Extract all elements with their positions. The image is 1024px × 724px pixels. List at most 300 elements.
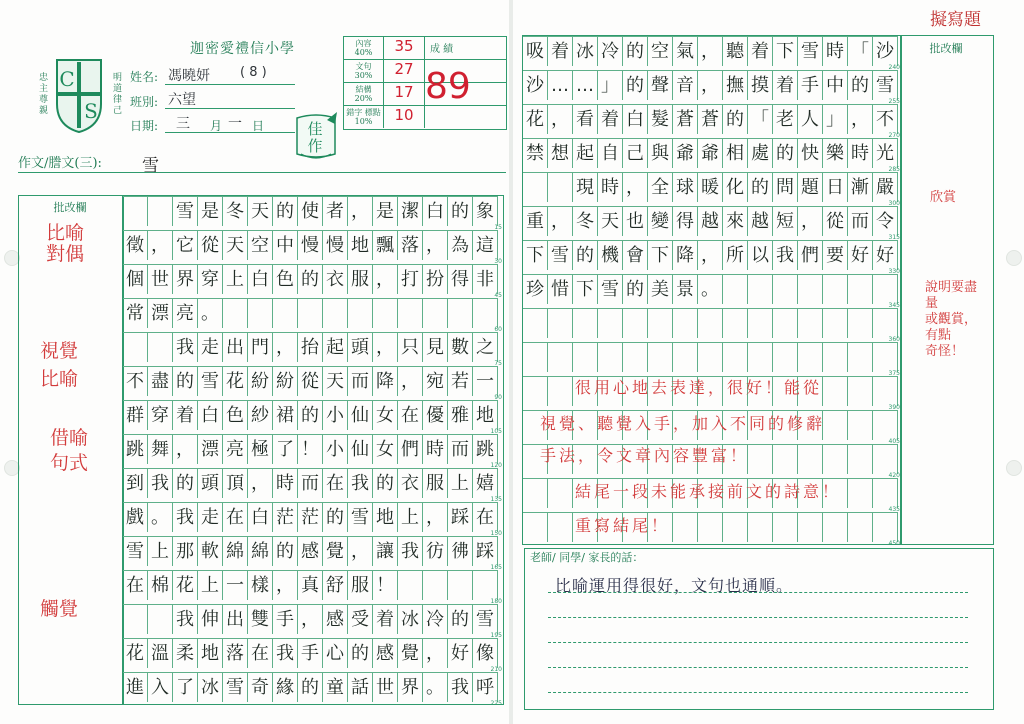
grid-cell: 世 <box>148 264 173 294</box>
grid-count-number: 240 <box>888 64 900 71</box>
grid-cell: 它 <box>173 230 198 260</box>
grid-cell: … <box>548 70 573 100</box>
grid-cell: 手 <box>273 604 298 634</box>
grid-cell: 相 <box>723 138 748 168</box>
grid-cell: 花 <box>173 570 198 600</box>
grid-cell: 我 <box>148 468 173 498</box>
grid-cell: 花 <box>223 366 248 396</box>
grid-cell: 光 <box>873 138 898 168</box>
grid-cell: 童 <box>323 672 348 702</box>
grid-cell: 「 <box>848 36 873 66</box>
margin-note: 或觀賞，有點 <box>925 312 978 343</box>
grid-cell: 感 <box>298 536 323 566</box>
grid-cell: 柔 <box>173 638 198 668</box>
grid-cell: 覺 <box>398 638 423 668</box>
grid-cell: 白 <box>623 104 648 134</box>
grid-row <box>523 274 898 304</box>
grid-cell: 小 <box>323 434 348 464</box>
grid-cell: 仙 <box>348 434 373 464</box>
grid-cell: 我 <box>448 672 473 702</box>
motto-left: 忠主尊親 <box>37 72 47 116</box>
name-underline <box>165 84 295 85</box>
score-row-label: 內容 40% <box>344 37 384 59</box>
grid-cell: 們 <box>798 240 823 270</box>
grid-cell: 着 <box>548 36 573 66</box>
grid-cell <box>798 444 823 474</box>
grid-cell: 紗 <box>248 400 273 430</box>
grid-cell: 越 <box>698 206 723 236</box>
grid-cell: 雪 <box>348 502 373 532</box>
grid-cell <box>573 342 598 372</box>
grid-cell: 己 <box>623 138 648 168</box>
grid-cell: 時 <box>598 172 623 202</box>
grid-cell: 穿 <box>148 400 173 430</box>
grid-cell <box>823 308 848 338</box>
grid-cell: 」 <box>598 70 623 100</box>
right-writing-grid <box>522 35 902 545</box>
grid-cell: 我 <box>773 240 798 270</box>
grid-cell: 踩 <box>448 502 473 532</box>
grid-cell: 要 <box>823 240 848 270</box>
grid-cell: 的 <box>623 274 648 304</box>
grid-cell: 。 <box>423 672 448 702</box>
grid-cell: 而 <box>848 206 873 236</box>
grid-cell: 仙 <box>348 400 373 430</box>
grid-cell: 棉 <box>148 570 173 600</box>
grid-cell: 好 <box>873 240 898 270</box>
grid-cell: 優 <box>423 400 448 430</box>
grid-cell: ！ <box>298 434 323 464</box>
grid-cell <box>848 410 873 440</box>
grid-cell <box>423 298 448 328</box>
grid-cell: 沙 <box>873 36 898 66</box>
grid-cell: 雪 <box>223 672 248 702</box>
score-row-value: 10 <box>384 106 425 128</box>
grid-count-number: 345 <box>888 302 900 309</box>
grid-cell: ， <box>148 230 173 260</box>
grid-cell: ， <box>398 366 423 396</box>
grid-cell: 蒼 <box>698 104 723 134</box>
grid-cell: 會 <box>623 240 648 270</box>
grid-cell: 球 <box>673 172 698 202</box>
grid-cell: 中 <box>823 70 848 100</box>
grid-count-number: 300 <box>888 200 900 207</box>
grid-cell: 的 <box>273 196 298 226</box>
grid-cell: 的 <box>448 604 473 634</box>
grid-row <box>123 400 498 430</box>
grid-count-number: 450 <box>888 540 900 547</box>
grid-count-number: 120 <box>490 462 502 469</box>
grid-cell: 跳 <box>123 434 148 464</box>
grid-cell: 短 <box>773 206 798 236</box>
grid-cell: 着 <box>373 604 398 634</box>
grid-cell: 着 <box>773 70 798 100</box>
score-row-value: 17 <box>384 83 425 105</box>
date-day-label: 日 <box>252 119 265 133</box>
grid-cell: 我 <box>348 468 373 498</box>
grid-cell: ！ <box>373 570 398 600</box>
grid-cell: 來 <box>723 206 748 236</box>
grid-cell: 下 <box>773 36 798 66</box>
grid-cell: 雪 <box>123 536 148 566</box>
grid-cell: 。 <box>698 274 723 304</box>
grid-cell: 的 <box>848 70 873 100</box>
composition-title-label: 作文/謄文(三): <box>18 156 102 171</box>
grid-cell <box>823 444 848 474</box>
grid-cell: 蒼 <box>673 104 698 134</box>
grid-row <box>123 672 498 702</box>
grid-cell: 越 <box>748 206 773 236</box>
grid-cell: 聽 <box>723 36 748 66</box>
grid-count-number: 210 <box>490 666 502 673</box>
grid-cell <box>273 298 298 328</box>
grid-cell <box>748 308 773 338</box>
grid-cell: … <box>573 70 598 100</box>
grid-cell: 色 <box>223 400 248 430</box>
grid-cell: 那 <box>173 536 198 566</box>
grid-row <box>523 308 898 338</box>
grid-cell: 的 <box>173 366 198 396</box>
grid-row <box>123 332 498 362</box>
grid-cell: 雪 <box>598 274 623 304</box>
teacher-red-comment: 很用心地去表達，很好！能從 <box>575 378 823 397</box>
grid-cell: 出 <box>223 604 248 634</box>
grid-row <box>123 230 498 260</box>
grid-row <box>123 434 498 464</box>
grid-cell: 戲 <box>123 502 148 532</box>
grid-cell <box>773 444 798 474</box>
total-score: 89 <box>425 66 471 107</box>
grid-cell: 們 <box>398 434 423 464</box>
grid-cell: 的 <box>348 638 373 668</box>
grid-cell: 的 <box>723 104 748 134</box>
grid-cell: 雪 <box>798 36 823 66</box>
grid-count-number: 225 <box>490 700 502 707</box>
grid-cell: 起 <box>323 332 348 362</box>
grid-cell: 冷 <box>598 36 623 66</box>
grid-cell: 一 <box>473 366 498 396</box>
grid-cell: 雪 <box>173 196 198 226</box>
grid-cell: 彷 <box>423 536 448 566</box>
grid-cell: 的 <box>298 672 323 702</box>
grid-count-number: 285 <box>888 166 900 173</box>
grid-cell: 。 <box>198 298 223 328</box>
grid-count-number: 390 <box>888 404 900 411</box>
grid-cell: 茫 <box>298 502 323 532</box>
date-underline <box>165 132 295 133</box>
grid-cell <box>873 444 898 474</box>
total-score-label: 成 績 <box>430 44 454 55</box>
grid-cell: 上 <box>448 468 473 498</box>
grid-cell: 頂 <box>223 468 248 498</box>
grid-cell <box>748 274 773 304</box>
grid-cell: 慢 <box>298 230 323 260</box>
grid-cell: 的 <box>623 70 648 100</box>
grid-cell: 我 <box>173 332 198 362</box>
grid-cell: 景 <box>673 274 698 304</box>
grid-cell: 穿 <box>198 264 223 294</box>
grid-cell: 門 <box>248 332 273 362</box>
score-row-label: 錯字 標點 10% <box>344 106 384 128</box>
grid-cell: 是 <box>373 196 398 226</box>
grid-cell: 到 <box>123 468 148 498</box>
grid-cell <box>848 342 873 372</box>
grid-cell: 不 <box>873 104 898 134</box>
grid-cell <box>848 444 873 474</box>
name-label: 姓名: <box>130 70 159 84</box>
grid-cell <box>598 308 623 338</box>
grid-cell <box>673 512 698 542</box>
grid-cell: 冷 <box>423 604 448 634</box>
grid-cell <box>773 274 798 304</box>
school-name: 迦密愛禮信小學 <box>190 41 295 57</box>
grid-count-number: 405 <box>888 438 900 445</box>
grid-cell: 處 <box>748 138 773 168</box>
grid-cell <box>698 308 723 338</box>
comment-line <box>548 617 968 618</box>
grid-cell: 自 <box>598 138 623 168</box>
comment-line <box>548 667 968 668</box>
grid-cell: 呼 <box>473 672 498 702</box>
grid-cell: 與 <box>648 138 673 168</box>
grid-cell <box>148 332 173 362</box>
teacher-red-comment: 手法，令文章內容豐富！ <box>540 446 750 465</box>
grid-cell: ， <box>423 638 448 668</box>
grid-cell: ， <box>273 570 298 600</box>
grid-cell: 感 <box>323 604 348 634</box>
grid-cell: 在 <box>248 638 273 668</box>
grid-cell: 慢 <box>323 230 348 260</box>
grid-cell: 從 <box>823 206 848 236</box>
grid-cell: 話 <box>348 672 373 702</box>
grid-cell: 徵 <box>123 230 148 260</box>
score-row-label: 結構 20% <box>344 83 384 105</box>
left-correction-column <box>18 195 124 705</box>
grid-cell <box>373 298 398 328</box>
grid-cell: 變 <box>648 206 673 236</box>
grid-count-number: 165 <box>490 564 502 571</box>
grid-cell: 惜 <box>548 274 573 304</box>
grid-cell: 覺 <box>323 536 348 566</box>
grid-cell: 紛 <box>273 366 298 396</box>
grid-cell: 美 <box>648 274 673 304</box>
grid-cell: 的 <box>298 400 323 430</box>
grid-count-number: 330 <box>888 268 900 275</box>
comment-line <box>548 692 968 693</box>
grid-cell: 老 <box>773 104 798 134</box>
grid-cell <box>223 298 248 328</box>
grid-cell: 個 <box>123 264 148 294</box>
score-row <box>344 37 506 60</box>
class-underline <box>165 108 295 109</box>
margin-note: 比喻 <box>46 222 85 244</box>
grid-cell: 現 <box>573 172 598 202</box>
grid-cell: 像 <box>473 638 498 668</box>
grid-cell <box>823 342 848 372</box>
grid-cell <box>473 298 498 328</box>
name-value: 馮曉妍 <box>168 68 210 84</box>
grid-cell <box>848 376 873 406</box>
grid-cell: 不 <box>123 366 148 396</box>
grid-cell: 緣 <box>273 672 298 702</box>
grid-cell: ， <box>373 332 398 362</box>
grid-cell <box>598 342 623 372</box>
grid-cell: 漂 <box>198 434 223 464</box>
grid-cell: 「 <box>748 104 773 134</box>
grid-cell: 溫 <box>148 638 173 668</box>
grid-cell: 白 <box>248 502 273 532</box>
grid-cell <box>673 342 698 372</box>
grid-cell <box>873 274 898 304</box>
grid-cell: 地 <box>198 638 223 668</box>
grid-cell: 上 <box>148 536 173 566</box>
grid-cell <box>348 298 373 328</box>
teacher-comment: 比喻運用得很好，文句也通順。 <box>555 576 794 595</box>
grid-cell: 這 <box>473 230 498 260</box>
grid-row <box>523 206 898 236</box>
grid-cell: 潔 <box>398 196 423 226</box>
grid-cell: 白 <box>248 264 273 294</box>
grid-cell <box>623 308 648 338</box>
grid-cell <box>123 196 148 226</box>
grid-cell <box>773 342 798 372</box>
grid-cell: ， <box>548 206 573 236</box>
grid-cell <box>873 512 898 542</box>
grid-cell: 題 <box>798 172 823 202</box>
grid-cell: 上 <box>398 502 423 532</box>
grid-cell: 一 <box>223 570 248 600</box>
grid-cell: 的 <box>323 502 348 532</box>
grid-count-number: 105 <box>490 428 502 435</box>
grid-cell: 小 <box>323 400 348 430</box>
grid-cell <box>523 308 548 338</box>
grid-cell: 亮 <box>173 298 198 328</box>
grid-cell: 花 <box>523 104 548 134</box>
grid-cell: 雪 <box>548 240 573 270</box>
grid-cell: ， <box>623 172 648 202</box>
grid-cell <box>148 604 173 634</box>
grid-cell: 而 <box>448 434 473 464</box>
grid-cell: 也 <box>623 206 648 236</box>
grid-cell: 地 <box>348 230 373 260</box>
grid-count-number: 180 <box>490 598 502 605</box>
grid-cell: 所 <box>723 240 748 270</box>
grid-cell <box>723 308 748 338</box>
grid-cell: 冬 <box>573 206 598 236</box>
grid-cell: 手 <box>298 638 323 668</box>
grid-cell: 機 <box>598 240 623 270</box>
grid-cell: 落 <box>223 638 248 668</box>
grid-count-number: 375 <box>888 370 900 377</box>
grid-cell <box>848 512 873 542</box>
grid-cell: 時 <box>423 434 448 464</box>
grid-cell <box>798 308 823 338</box>
grid-cell: 女 <box>373 434 398 464</box>
grid-cell <box>548 172 573 202</box>
grid-cell <box>748 342 773 372</box>
margin-note: 句式 <box>50 452 89 474</box>
title-rule <box>18 172 506 173</box>
grid-cell: 空 <box>648 36 673 66</box>
grid-row <box>123 196 498 226</box>
grid-cell: 冰 <box>198 672 223 702</box>
grid-cell: 以 <box>748 240 773 270</box>
grid-cell: 衣 <box>398 468 423 498</box>
grid-cell <box>823 410 848 440</box>
grid-cell: 飄 <box>373 230 398 260</box>
grid-cell: 奇 <box>248 672 273 702</box>
grid-cell: 撫 <box>723 70 748 100</box>
grid-cell: 音 <box>673 70 698 100</box>
grid-cell: 在 <box>123 570 148 600</box>
grid-cell: 花 <box>123 638 148 668</box>
logo-letter-s: S <box>84 99 98 123</box>
school-logo <box>53 56 105 134</box>
grid-cell <box>523 172 548 202</box>
class-label: 班別: <box>130 95 159 109</box>
grid-cell: 世 <box>373 672 398 702</box>
grid-cell: 盡 <box>148 366 173 396</box>
grid-cell: 雪 <box>873 70 898 100</box>
punch-hole <box>1006 250 1022 266</box>
grid-cell: 只 <box>398 332 423 362</box>
grid-count-number: 255 <box>888 98 900 105</box>
grid-cell <box>398 298 423 328</box>
left-correction-header: 批改欄 <box>53 201 87 214</box>
grid-cell: 服 <box>423 468 448 498</box>
grid-cell: 是 <box>198 196 223 226</box>
grid-count-number: 420 <box>888 472 900 479</box>
grid-cell: 暖 <box>698 172 723 202</box>
grid-cell: 樣 <box>248 570 273 600</box>
grid-cell <box>523 376 548 406</box>
grid-cell <box>873 342 898 372</box>
grid-count-number: 45 <box>494 292 502 299</box>
grid-cell: 的 <box>273 536 298 566</box>
grid-row <box>523 70 898 100</box>
grid-cell: ， <box>373 264 398 294</box>
grid-cell: ， <box>173 434 198 464</box>
grid-cell: 嚴 <box>873 172 898 202</box>
grid-cell: 軟 <box>198 536 223 566</box>
grid-cell: 極 <box>248 434 273 464</box>
grid-cell <box>873 410 898 440</box>
grid-cell <box>523 478 548 508</box>
teacher-red-comment: 重寫結尾！ <box>575 516 671 535</box>
margin-note: 觸覺 <box>40 598 79 620</box>
grid-cell: 茫 <box>273 502 298 532</box>
grid-cell <box>123 604 148 634</box>
grid-cell: 下 <box>648 240 673 270</box>
grid-cell: ， <box>548 104 573 134</box>
grid-cell: 界 <box>173 264 198 294</box>
class-value: 六望 <box>168 92 196 108</box>
grid-row <box>123 502 498 532</box>
grid-count-number: 195 <box>490 632 502 639</box>
grid-cell: ， <box>273 332 298 362</box>
grid-cell <box>523 512 548 542</box>
stamp-char-1: 佳 <box>307 120 323 138</box>
grid-cell <box>548 342 573 372</box>
grid-cell <box>648 342 673 372</box>
grid-cell: 着 <box>598 104 623 134</box>
grid-count-number: 75 <box>494 360 502 367</box>
grid-cell <box>748 444 773 474</box>
grid-cell: 了 <box>173 672 198 702</box>
grid-cell: 想 <box>548 138 573 168</box>
grid-cell: 得 <box>448 264 473 294</box>
grid-cell: 數 <box>448 332 473 362</box>
